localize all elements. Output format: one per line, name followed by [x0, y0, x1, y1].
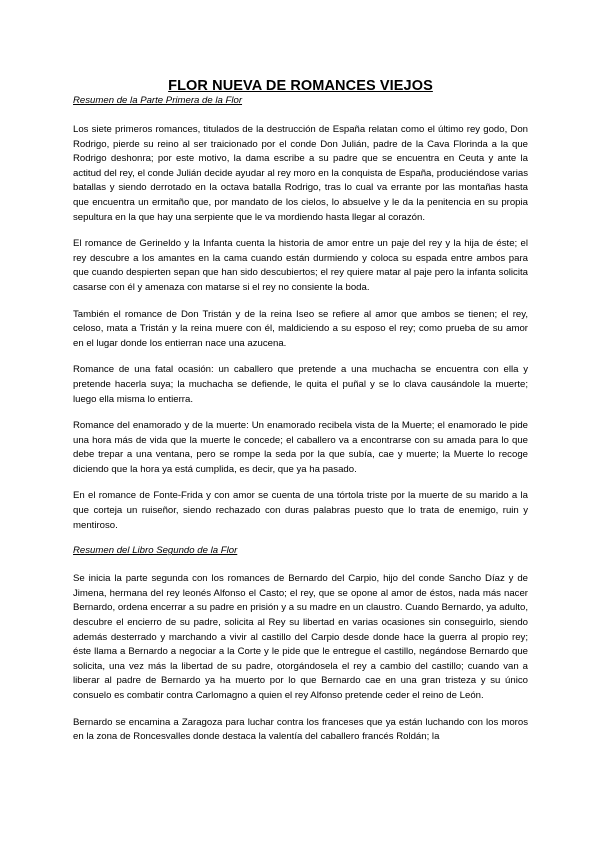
- document-title: FLOR NUEVA DE ROMANCES VIEJOS: [168, 78, 433, 94]
- paragraph-gerineldo: El romance de Gerineldo y la Infanta cuenta la historia de amor entre un paje del rey y la hija de éste; el rey descubre a los amantes en la cama cuando están durmiendo y coloca su espada entre ambos para que cuando despierten sepan que han sido descubiertos; el rey quiere matar al paje pero la infanta solicita casarse con él y amenaza con matarse si el rey no consiente la boda.: [73, 238, 528, 293]
- document-page: [73, 78, 528, 745]
- section-heading-part-two: Resumen del Libro Segundo de la Flor: [73, 545, 238, 557]
- paragraph-tristan-iseo: También el romance de Don Tristán y de la reina Iseo se refiere al amor que ambos se tienen; el rey, celoso, mata a Tristán y la reina muere con él, maldiciendo a su esposo el rey; como prueba de su amor en el lugar donde los entierran nace una azucena.: [73, 308, 528, 349]
- paragraph-enamorado-muerte: Romance del enamorado y de la muerte: Un enamorado recibela vista de la Muerte; el enamorado le pide una hora más de vida que la muerte le concede; el caballero va a encontrarse con su amada para lo que debe trepar a una ventana, pero se rompe la seda por la que subía, cae y muerte; la Muerte lo recoge diciendo que la hora ya está cumplida, es decir, que ya ha pasado.: [73, 420, 528, 475]
- section-part-two: [73, 545, 528, 745]
- section-heading-part-one: Resumen de la Parte Primera de la Flor: [73, 95, 243, 106]
- paragraph-bernardo-carpio: Se inicia la parte segunda con los romances de Bernardo del Carpio, hijo del conde Sancho Díaz y de Jimena, hermana del rey leonés Alfonso el Casto; el rey, que se opone al amor de éstos, nada más nacer Bernardo, ordena encerrar a su padre en prisión y a su madre en un claustro. Cuando Bernardo, ya adulto, descubre el encierro de su padre, solicita al Rey su libertad en varias ocasiones sin conseguirlo, siendo además desterrado y marchando a vivir al castillo del Carpio desde donde hace la guerra al propio rey; éste llama a Bernardo a negociar a la Corte y le pide que le entregue el castillo, negándose Bernardo que solicita, una vez más la libertad de su padre, otorgándosela el rey a cambio del castillo; cuando van a liberar al padre de Bernardo ya ha muerto por lo que Bernardo cae en una gran tristeza y su único consuelo es combatir contra Carlomagno a quien el rey Alfonso pretende ceder el reino de León.: [73, 573, 528, 701]
- paragraph-bernardo-zaragoza: Bernardo se encamina a Zaragoza para luchar contra los franceses que ya están luchando con los moros en la zona de Roncesvalles donde destaca la valentía del caballero francés Roldán; la: [73, 716, 528, 743]
- paragraph-fonte-frida: En el romance de Fonte-Frida y con amor se cuenta de una tórtola triste por la muerte de su marido a la que corteja un ruiseñor, siendo rechazado con duras palabras puesto que lo trata de enemigo, ruin y mentiroso.: [73, 490, 528, 531]
- paragraph-destruccion-espana: Los siete primeros romances, titulados de la destrucción de España relatan como el último rey godo, Don Rodrigo, pierde su reino al ser traicionado por el conde Don Julián, padre de la Cava Florinda a la que Rodrigo deshonra; por este motivo, la dama escribe a su padre que se encuentra en Ceuta y ante la actitud del rey, el conde Julián decide ayudar al rey moro en la conquista de España, produciéndose varias batallas y siendo derrotado en la octava batalla Rodrigo, tras lo cual va errante por las montañas hasta que encuentra un ermitaño que, por mandato de los cielos, lo absuelve y le da la penitencia en su propia sepultura en la que hay una serpiente que le va mordiendo hasta llegar al corazón.: [73, 124, 528, 223]
- paragraph-fatal-ocasion: Romance de una fatal ocasión: un caballero que pretende a una muchacha se encuentra con ella y pretende hacerla suya; la muchacha se defiende, le quita el puñal y se lo clava causándole la muerte; luego ella misma lo entierra.: [73, 364, 528, 405]
- section-part-one: [73, 95, 528, 533]
